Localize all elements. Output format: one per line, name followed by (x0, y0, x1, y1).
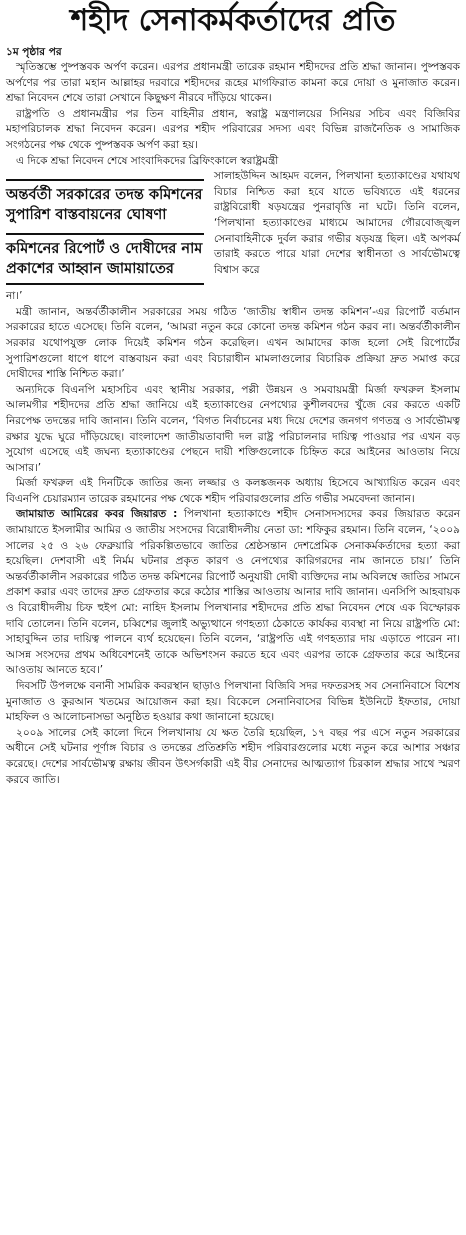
paragraph (6, 305, 460, 383)
paragraph-text: মন্ত্রী জানান, অন্তর্বর্তীকালীন সরকারের সময় গঠিত ‘জাতীয় স্বাধীন তদন্ত কমিশন’-এর রিপোর্ট বর্তমান সরকারের হাতে এসেছে। তিনি বলেন, ‘আমরা নতুন করে কোনো তদন্ত কমিশন গঠন করব না। অন্তর্বর্তীকালীন সরকার যথোপযুক্ত লোক দিয়েই কমিশন গঠন করেছিল। এখন আমাদের কাজ হলো সেই রিপোর্টের সুপারিশগুলো ধাপে ধাপে বাস্তবায়ন করা এবং বিচারাধীন মামলাগুলোর বিচারিক প্রক্রিয়া দ্রুত সমাপ্ত করে দোষীদের শাস্তি নিশ্চিত করা।’ (6, 305, 460, 381)
paragraph (6, 507, 460, 679)
paragraph-text: মির্জা ফখরুল এই দিনটিকে জাতির জন্য লজ্জার ও কলঙ্কজনক অধ্যায় হিসেবে আখ্যায়িত করেন এবং বিএনপি চেয়ারম্যান তারেক রহমানের পক্ষ থেকে শহীদ পরিবারগুলোর প্রতি গভীর সমবেদনা জানান। (6, 477, 460, 505)
right-column-text: সালাহউদ্দিন আহমদ বলেন, পিলখানা হত্যাকাণ্ডের যথাযথ বিচার নিশ্চিত করা হবে যাতে ভবিষ্যতে এই ধরনের রাষ্ট্রবিরোধী ষড়যন্ত্রের পুনরাবৃত্তি না ঘটে। তিনি বলেন, ‘পিলখানা হত্যাকাণ্ডের মাধ্যমে আমাদের গৌরবোজ্জ্বল সেনাবাহিনীকে দুর্বল করার গভীর ষড়যন্ত্র ছিল। এই অপকর্ম তারাই করতে পারে যারা দেশের স্বাধীনতা ও সার্বভৌমত্বে বিশ্বাস করে (214, 170, 460, 276)
paragraph: স্মৃতিস্তম্ভে পুষ্পস্তবক অর্পণ করেন। এরপর প্রধানমন্ত্রী তারেক রহমান শহীদদের প্রতি শ্রদ্ধা জানান। পুষ্পস্তবক অর্পণের পর তারা মহান আল্লাহর দরবারে শহীদদের রূহের মাগফিরাত কামনা করে দোয়া ও মুনাজাত করেন। শ্রদ্ধা নিবেদন শেষে তারা সেখানে কিছুক্ষণ নীরবে দাঁড়িয়ে থাকেন। (6, 61, 460, 105)
paragraph-text: দিবসটি উপলক্ষে বনানী সামরিক কবরস্থান ছাড়াও পিলখানা বিজিবি সদর দফতরসহ সব সেনানিবাসে বিশেষ মুনাজাত ও কুরআন খতমের আয়োজন করা হয়। বিকেলে সেনানিবাসের বিভিন্ন ইউনিটে ইফতার, দোয়া মাহফিল ও আলোচনাসভা অনুষ্ঠিত হওয়ার কথা জানানো হয়েছে। (6, 680, 460, 724)
highlight-title: অন্তর্বর্তী সরকারের তদন্ত কমিশনের সুপারিশ বাস্তবায়নের ঘোষণা (6, 179, 204, 229)
paragraph (6, 476, 460, 507)
headline: শহীদ সেনাকর্মকর্তাদের প্রতি (70, 3, 396, 38)
paragraph: রাষ্ট্রপতি ও প্রধানমন্ত্রীর পর তিন বাহিনীর প্রধান, স্বরাষ্ট্র মন্ত্রণালয়ের সিনিয়র সচিব এবং বিজিবির মহাপরিচালক শ্রদ্ধা নিবেদন করেন। এরপর শহীদ পরিবারের সদস্য এবং বিভিন্ন রাজনৈতিক ও সামাজিক সংগঠনের পক্ষ থেকে পুষ্পস্তবক অর্পণ করা হয়। (6, 107, 460, 151)
page-reference: ১ম পৃষ্ঠার পর (6, 46, 62, 58)
paragraph: না।’ (6, 290, 23, 303)
paragraph: এ দিকে শ্রদ্ধা নিবেদন শেষে সাংবাদিকদের ব্রিফিংকালে স্বরাষ্ট্রমন্ত্রী (16, 154, 279, 167)
paragraph-text: পিলখানা হত্যাকাণ্ডে শহীদ সেনাসদস্যদের কবর জিয়ারত করেন জামায়াতে ইসলামীর আমির ও জাতীয় সংসদের বিরোধীদলীয় নেতা ডা: শফিকুর রহমান। তিনি বলেন, ‘২০০৯ সালের ২৫ ও ২৬ ফেব্রুয়ারি পরিকল্পিতভাবে জাতির শ্রেষ্ঠসন্তান দেশপ্রেমিক সেনাকর্মকর্তাদের হত্যা করা হয়েছিল। দেশবাসী এই নির্মম ঘটনার প্রকৃত কারণ ও নেপথ্যের কারিগরদের নাম জানতে চায়।’ তিনি অন্তর্বর্তীকালীন সরকারের গঠিত তদন্ত কমিশনের রিপোর্ট অনুযায়ী দোষী ব্যক্তিদের নাম অবিলম্বে জাতির সামনে প্রকাশ করার এবং তাদের দ্রুত গ্রেফতার করে কঠোর শাস্তির আওতায় আনার দাবি জানান। এনসিপি আহবায়ক ও বিরোধীদলীয় চিফ হুইপ মো: নাহিদ ইসলাম পিলখানার শহীদদের প্রতি শ্রদ্ধা নিবেদন শেষে এক বিস্ফোরক দাবি তোলেন। তিনি বলেন, চব্বিশের জুলাই অভ্যুত্থানে গণহত্যা ঠেকাতে কার্যকর ব্যবস্থা না নিয়ে রাষ্ট্রপতি মো: সাহাবুদ্দিন তার দায়িত্ব পালনে ব্যর্থ হয়েছেন। তিনি বলেন, ‘রাষ্ট্রপতি এই গণহত্যার দায় এড়াতে পারেন না। আসন্ন সংসদের প্রথম অধিবেশনেই তাকে অভিশংসন করতে হবে এবং এরপর তাকে গ্রেফতার করে আইনের আওতায় আনতে হবে।’ (6, 508, 461, 677)
sidebar-section (0, 169, 466, 305)
paragraph (6, 679, 460, 726)
paragraph (6, 726, 460, 788)
article-body (0, 305, 466, 788)
highlight-title: কমিশনের রিপোর্ট ও দোষীদের নাম প্রকাশের আহ্বান জামায়াতের (6, 233, 204, 285)
highlight-box (6, 179, 204, 285)
paragraph-text: ২০০৯ সালের সেই কালো দিনে পিলখানায় যে ক্ষত তৈরি হয়েছিল, ১৭ বছর পর এসে নতুন সরকারের অধীনে সেই ঘটনার পূর্ণাঙ্গ বিচার ও তদন্তের প্রতিশ্রুতি শহীদ পরিবারগুলোর মধ্যে নতুন করে আশার সঞ্চার করেছে। দেশের সার্বভৌমত্ব রক্ষায় জীবন উৎসর্গকারী এই বীর সেনাদের আত্মত্যাগ চিরকাল শ্রদ্ধার সাথে স্মরণ করবে জাতি। (6, 726, 460, 786)
paragraph-lead: জামায়াত আমিরের কবর জিয়ারত : (16, 508, 178, 521)
paragraph-text: অন্যদিকে বিএনপি মহাসচিব এবং স্থানীয় সরকার, পল্লী উন্নয়ন ও সমবায়মন্ত্রী মির্জা ফখরুল ইসলাম আলমগীর শহীদদের প্রতি শ্রদ্ধা জানিয়ে এই হত্যাকাণ্ডের নেপথ্যের কুশীলবদের খুঁজে বের করতে একটি নিরপেক্ষ তদন্তের দাবি জানান। তিনি বলেন, ‘বিগত নির্বাচনের মধ্য দিয়ে দেশের জনগণ গণতন্ত্র ও সার্বভৌমত্ব রক্ষার যুদ্ধে ঘুরে দাঁড়িয়েছে। বাংলাদেশ জাতীয়তাবাদী দল রাষ্ট্র পরিচালনার দায়িত্ব পাওয়ার পর এখন বড় সুযোগ এসেছে এই জঘন্য হত্যাকাণ্ডের পেছনে দায়ী শক্তিগুলোকে চিহ্নিত করে আইনের আওতায় নিয়ে আসার।’ (6, 383, 460, 474)
paragraph (6, 383, 460, 477)
